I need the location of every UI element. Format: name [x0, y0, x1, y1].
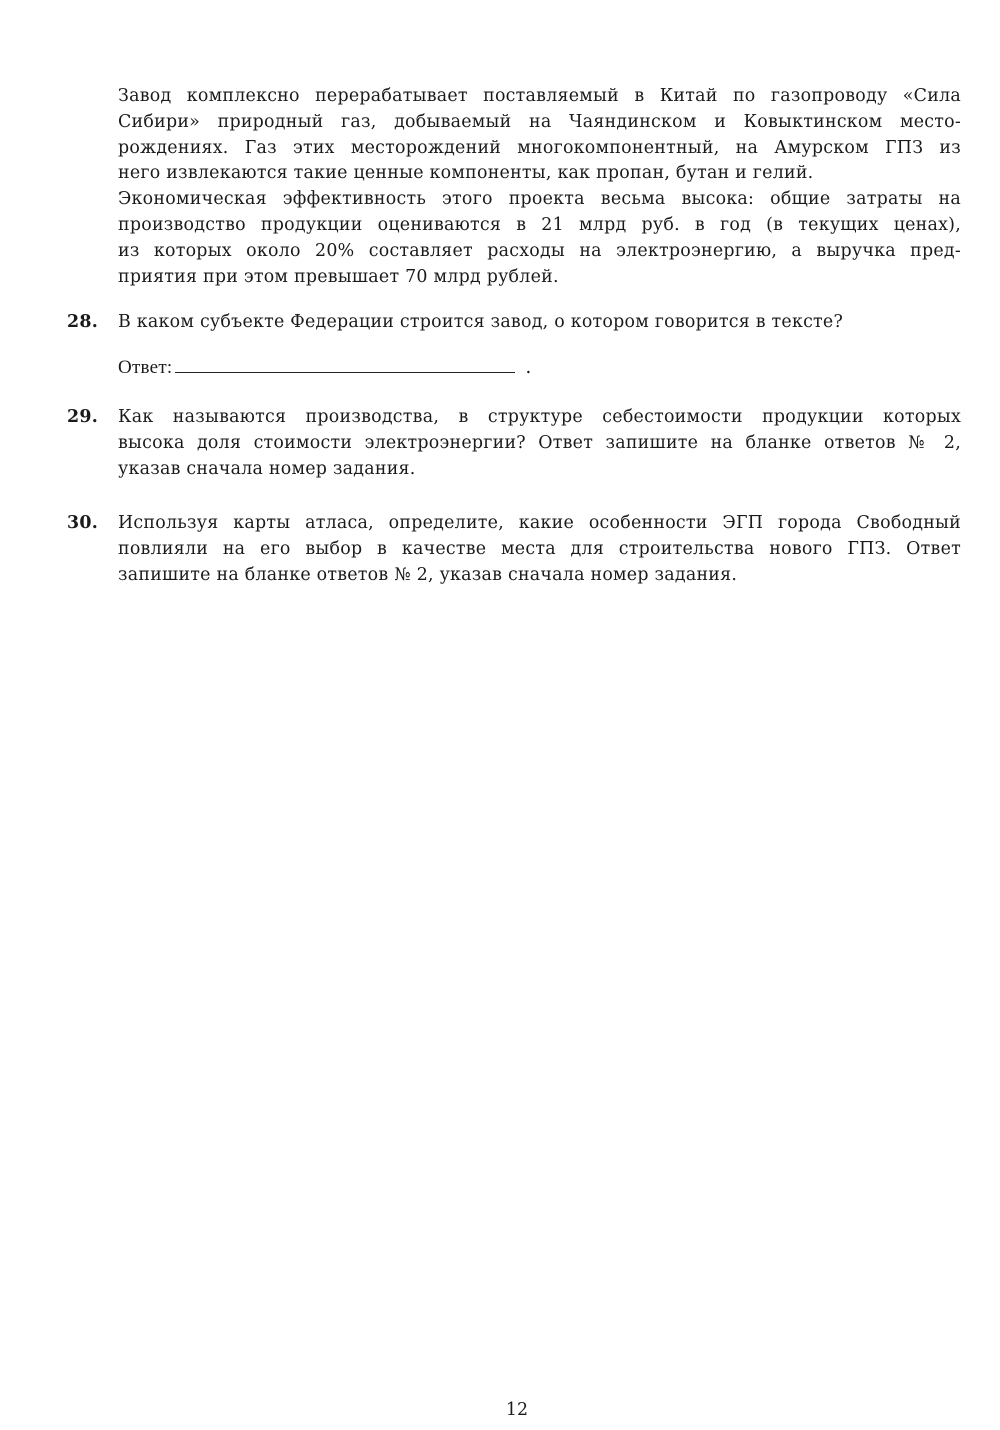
task-number: 29. [67, 407, 99, 427]
task-line: Используя карты атласа, определите, какие особенности ЭГП города Свободный [118, 513, 961, 533]
intro-line: из которых около 20% составляет расходы на электроэнергию, а выручка пред- [118, 240, 961, 261]
intro-paragraph [118, 84, 961, 290]
answer-row [118, 354, 532, 380]
intro-line: него извлекаются такие ценные компоненты, как пропан, бутан и гелий. [118, 163, 814, 184]
task-number: 28. [67, 312, 99, 332]
task-text [118, 310, 961, 336]
answer-field[interactable] [175, 354, 515, 373]
task-line: Как называются производства, в структуре себестоимости продукции которых [118, 407, 961, 427]
intro-line: рождениях. Газ этих месторождений многокомпонентный, на Амурском ГПЗ из [118, 137, 961, 158]
intro-line: производство продукции оцениваются в 21 млрд руб. в год (в текущих ценах), [118, 214, 961, 235]
task-line: указав сначала номер задания. [118, 458, 416, 479]
task-line: повлияли на его выбор в качестве места для строительства нового ГПЗ. Ответ [118, 538, 961, 559]
answer-period: . [525, 356, 532, 378]
task-line: В каком субъекте Федерации строится завод, о котором говорится в тексте? [118, 312, 844, 332]
intro-line: Сибири» природный газ, добываемый на Чаяндинском и Ковыктинском место- [118, 111, 961, 132]
intro-line: приятия при этом превышает 70 млрд рублей. [118, 266, 559, 287]
task-line: высока доля стоимости электроэнергии? Ответ запишите на бланке ответов № 2, [118, 432, 961, 453]
task-text [118, 511, 961, 588]
answer-label: Ответ: [118, 357, 173, 378]
intro-line: Завод комплексно перерабатывает поставляемый в Китай по газопроводу «Сила [118, 86, 961, 106]
intro-line: Экономическая эффективность этого проекта весьма высока: общие затраты на [118, 189, 961, 210]
task-text [118, 405, 961, 482]
task-line: запишите на бланке ответов № 2, указав сначала номер задания. [118, 564, 738, 585]
task-number: 30. [67, 513, 99, 533]
page-number: 12 [505, 1400, 529, 1420]
